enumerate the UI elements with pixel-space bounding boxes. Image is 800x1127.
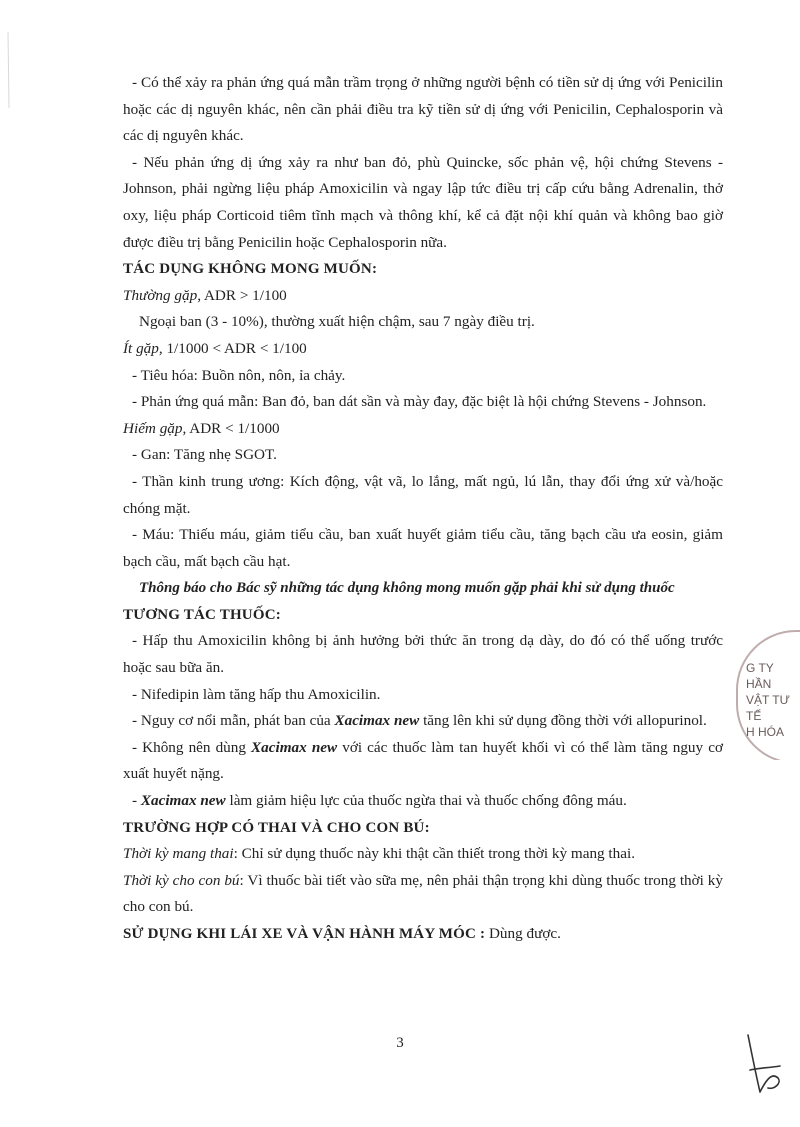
interaction-item-3 [123,708,723,735]
heading-driving: SỬ DỤNG KHI LÁI XE VÀ VẬN HÀNH MÁY MÓC : [123,926,486,942]
lactation-item [123,868,723,921]
interaction-3-text-b: tăng lên khi sử dụng đồng thời với allopurinol. [419,712,707,730]
interaction-item-1: - Hấp thu Amoxicilin không bị ảnh hưởng bởi thức ăn trong dạ dày, do đó có thể uống trước hoặc sau bữa ăn. [123,632,723,677]
adverse-uncommon-item-2: - Phản ứng quá mẫn: Ban đỏ, ban dát sần và mày đay, đặc biệt là hội chứng Stevens - Johnson. [132,393,707,411]
adverse-rare-item-2: - Thần kinh trung ương: Kích động, vật vã, lo lắng, mất ngủ, lú lẫn, thay đổi ứng xử và/hoặc chóng mặt. [123,472,723,517]
stamp-line: VẬT TƯ [746,693,790,707]
pregnancy-item [123,841,723,868]
lactation-label: Thời kỳ cho con bú [123,871,240,889]
driving-item [123,921,723,948]
rare-rate: , ADR < 1/1000 [182,419,280,437]
interaction-item-4 [123,735,723,788]
paragraph-allergy-management: - Nếu phản ứng dị ứng xảy ra như ban đỏ, phù Quincke, sốc phản vệ, hội chứng Stevens - Johnson, phải ngừng liệu pháp Amoxicilin và ngay lập tức điều trị cấp cứu bằng Adrenalin, thở oxy, liệu pháp Corticoid tiêm tĩnh mạch và thông khí, kể cả đặt nội khí quản và không bao giờ được điều trị bằng Penicilin hoặc Cephalosporin nữa. [123,153,723,251]
stamp-line: HẦN [746,677,772,691]
heading-interactions: TƯƠNG TÁC THUỐC: [123,606,281,623]
adverse-common-label [123,283,723,310]
lactation-text: : Vì thuốc bài tiết vào sữa mẹ, nên phải thận trọng khi dùng thuốc trong thời kỳ cho con bú. [123,871,723,916]
adverse-uncommon-item-1: - Tiêu hóa: Buồn nôn, nôn, ỉa chảy. [132,366,346,384]
driving-text: Dùng được. [485,925,561,942]
margin-scan-mark [0,30,20,110]
adverse-common-item: Ngoại ban (3 - 10%), thường xuất hiện chậm, sau 7 ngày điều trị. [139,313,535,331]
adverse-uncommon-label [123,336,723,363]
stamp-line: H HÓA [746,725,785,739]
interaction-3-text-a: - Nguy cơ nổi mẫn, phát ban của [132,712,335,730]
paragraph-allergy-history: - Có thể xảy ra phản ứng quá mẫn trầm trọng ở những người bệnh có tiền sử dị ứng với Penicilin hoặc các dị nguyên khác, nên cần phải điều tra kỹ tiền sử dị ứng với Penicilin, Cephalosporin và các dị nguyên khác. [123,74,723,145]
pregnancy-label: Thời kỳ mang thai [123,845,234,863]
interaction-4-text-a: - Không nên dùng [132,738,252,756]
page-content [123,70,723,948]
heading-adverse-effects: TÁC DỤNG KHÔNG MONG MUỐN: [123,261,378,278]
common-rate: , ADR > 1/100 [197,286,287,304]
interaction-4-text-b: với các thuốc làm tan huyết khối vì có thể làm tăng nguy cơ xuất huyết nặng. [123,738,723,783]
drug-name: Xacimax new [251,738,338,756]
adverse-notice: Thông báo cho Bác sỹ những tác dụng không mong muốn gặp phải khi sử dụng thuốc [139,580,675,597]
stamp-line: TẾ [746,709,762,723]
adverse-rare-item-1: - Gan: Tăng nhẹ SGOT. [132,446,277,464]
heading-pregnancy: TRƯỜNG HỢP CÓ THAI VÀ CHO CON BÚ: [123,819,430,836]
uncommon-label: Ít gặp [123,339,159,357]
pregnancy-text: : Chỉ sử dụng thuốc này khi thật cần thiết trong thời kỳ mang thai. [233,845,636,863]
interaction-item-2: - Nifedipin làm tăng hấp thu Amoxicilin. [132,685,381,703]
interaction-5-text-a: - [132,792,141,810]
rare-label: Hiếm gặp [123,419,183,437]
interaction-5-text-b: làm giảm hiệu lực của thuốc ngừa thai và thuốc chống đông máu. [225,792,627,810]
adverse-rare-item-3: - Máu: Thiếu máu, giảm tiểu cầu, ban xuất huyết giảm tiểu cầu, tăng bạch cầu ưa eosin, giảm bạch cầu, mất bạch cầu hạt. [123,526,723,570]
common-label: Thường gặp [123,286,198,304]
adverse-rare-label [123,416,723,443]
drug-name: Xacimax new [334,712,420,730]
signature-mark [738,1030,788,1100]
page-number: 3 [396,1035,404,1051]
interaction-item-5 [123,788,723,815]
drug-name: Xacimax new [140,792,226,810]
stamp-text [746,660,800,740]
company-stamp [728,630,800,760]
uncommon-rate: , 1/1000 < ADR < 1/100 [158,339,307,357]
stamp-line: G TY [746,661,774,675]
